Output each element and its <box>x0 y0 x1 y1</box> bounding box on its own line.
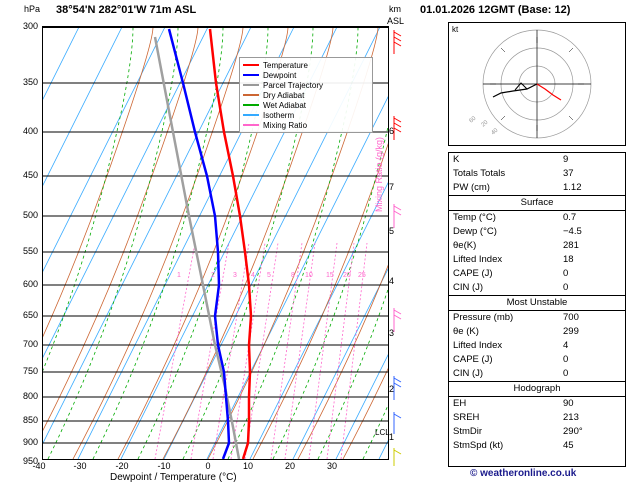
legend-label: Temperature <box>263 60 308 70</box>
y-tick-750: 750 <box>22 366 38 376</box>
param-value: 281 <box>563 240 579 251</box>
svg-text:25: 25 <box>358 272 366 279</box>
hodograph-unit-label: kt <box>452 25 459 34</box>
chart-legend <box>239 57 373 133</box>
km-unit-label: km <box>389 4 401 14</box>
svg-text:5: 5 <box>267 272 271 279</box>
legend-label: Dry Adiabat <box>263 90 305 100</box>
y-tick-850: 850 <box>22 415 38 425</box>
param-name: CIN (J) <box>453 282 484 293</box>
skewt-plot-area <box>42 26 389 460</box>
param-value: 213 <box>563 412 579 423</box>
svg-text:10: 10 <box>305 272 313 279</box>
table-row <box>449 353 625 367</box>
param-name: PW (cm) <box>453 182 490 193</box>
km-tick-2: 2 <box>389 384 395 394</box>
legend-swatch-icon <box>243 124 259 126</box>
table-row <box>449 181 625 196</box>
copyright-credit[interactable]: © weatheronline.co.uk <box>470 468 577 479</box>
legend-swatch-icon <box>243 94 259 96</box>
section-title: Surface <box>449 196 625 211</box>
km-tick-4: 4 <box>389 276 395 286</box>
legend-item-wet-adiabat <box>243 100 369 110</box>
param-value: 299 <box>563 326 579 337</box>
param-value: 37 <box>563 168 574 179</box>
param-value: 0 <box>563 368 569 379</box>
param-value: −4.5 <box>563 226 582 237</box>
x-tick-20: 20 <box>284 461 295 471</box>
svg-text:15: 15 <box>326 272 334 279</box>
table-row <box>449 239 625 253</box>
legend-swatch-icon <box>243 64 259 66</box>
param-value: 0 <box>563 268 569 279</box>
legend-item-mixing-ratio <box>243 120 369 130</box>
legend-swatch-icon <box>243 84 259 86</box>
y-tick-950: 950 <box>22 456 38 466</box>
section-title: Most Unstable <box>449 296 625 311</box>
param-name: StmDir <box>453 426 483 437</box>
param-name: Totals Totals <box>453 168 506 179</box>
legend-swatch-icon <box>243 74 259 76</box>
y-tick-800: 800 <box>22 391 38 401</box>
param-name: Temp (°C) <box>453 212 496 223</box>
legend-label: Isotherm <box>263 110 295 120</box>
y-tick-600: 600 <box>22 279 38 289</box>
asl-label: ASL <box>387 16 405 26</box>
pressure-unit-label: hPa <box>24 4 41 14</box>
x-tick--40: -40 <box>32 461 46 471</box>
param-value: 90 <box>563 398 574 409</box>
x-tick-0: 0 <box>205 461 211 471</box>
legend-label: Wet Adiabat <box>263 100 306 110</box>
mixing-ratio-axis-label: Mixing Ratio (g/kg) <box>374 136 384 212</box>
param-name: EH <box>453 398 467 409</box>
y-tick-650: 650 <box>22 310 38 320</box>
param-name: Lifted Index <box>453 254 503 265</box>
table-row <box>449 367 625 382</box>
legend-label: Dewpoint <box>263 70 297 80</box>
table-row <box>449 397 625 412</box>
param-name: K <box>453 154 460 165</box>
y-tick-700: 700 <box>22 339 38 349</box>
svg-text:1: 1 <box>177 272 181 279</box>
param-value: 18 <box>563 254 574 265</box>
lcl-label: LCL <box>375 428 390 437</box>
km-tick-3: 3 <box>389 328 395 338</box>
table-row <box>449 325 625 339</box>
legend-item-parcel <box>243 80 369 90</box>
param-name: CIN (J) <box>453 368 484 379</box>
legend-swatch-icon <box>243 104 259 106</box>
table-row <box>449 411 625 425</box>
table-row <box>449 211 625 226</box>
svg-text:2: 2 <box>211 272 215 279</box>
param-value: 0 <box>563 354 569 365</box>
legend-item-temperature <box>243 60 369 70</box>
param-value: 4 <box>563 340 569 351</box>
param-value: 0.7 <box>563 212 577 223</box>
section-header-hodograph <box>449 382 625 397</box>
x-tick-10: 10 <box>242 461 253 471</box>
y-tick-300: 300 <box>22 21 38 31</box>
y-tick-550: 550 <box>22 246 38 256</box>
table-row <box>449 425 625 439</box>
param-name: Lifted Index <box>453 340 503 351</box>
parameters-table <box>448 152 626 467</box>
param-name: θe(K) <box>453 240 477 251</box>
km-tick-7: 7 <box>389 182 395 192</box>
station-title: 38°54'N 282°01'W 71m ASL <box>56 4 197 16</box>
param-value: 1.12 <box>563 182 582 193</box>
section-title: Hodograph <box>449 382 625 397</box>
legend-item-dry-adiabat <box>243 90 369 100</box>
x-tick--20: -20 <box>115 461 129 471</box>
x-tick--30: -30 <box>73 461 87 471</box>
table-row <box>449 167 625 181</box>
table-row <box>449 311 625 326</box>
y-tick-350: 350 <box>22 77 38 87</box>
x-tick-30: 30 <box>326 461 337 471</box>
svg-text:40: 40 <box>490 127 500 137</box>
table-row <box>449 153 625 167</box>
forecast-datetime: 01.01.2026 12GMT (Base: 12) <box>420 4 571 16</box>
table-row <box>449 253 625 267</box>
param-value: 290° <box>563 426 583 437</box>
x-tick--10: -10 <box>157 461 171 471</box>
table-row <box>449 281 625 296</box>
table-row <box>449 439 625 453</box>
param-name: CAPE (J) <box>453 268 493 279</box>
table-row <box>449 225 625 239</box>
section-header-surface <box>449 196 625 211</box>
svg-text:20: 20 <box>343 272 351 279</box>
wind-barbs <box>379 8 409 468</box>
svg-text:20: 20 <box>480 119 490 129</box>
param-name: CAPE (J) <box>453 354 493 365</box>
param-name: Dewp (°C) <box>453 226 497 237</box>
x-axis-title: Dewpoint / Temperature (°C) <box>110 472 237 483</box>
y-tick-900: 900 <box>22 437 38 447</box>
legend-item-dewpoint <box>243 70 369 80</box>
y-tick-500: 500 <box>22 210 38 220</box>
info-panel <box>416 0 629 486</box>
svg-text:8: 8 <box>291 272 295 279</box>
table-row <box>449 339 625 353</box>
hodograph[interactable] <box>448 22 626 146</box>
param-name: Pressure (mb) <box>453 312 514 323</box>
param-value: 700 <box>563 312 579 323</box>
legend-item-isotherm <box>243 110 369 120</box>
y-tick-400: 400 <box>22 126 38 136</box>
svg-text:60: 60 <box>468 115 478 125</box>
legend-swatch-icon <box>243 114 259 116</box>
param-value: 9 <box>563 154 569 165</box>
table-row <box>449 267 625 281</box>
param-name: StmSpd (kt) <box>453 440 504 451</box>
param-name: θe (K) <box>453 326 479 337</box>
legend-label: Parcel Trajectory <box>263 80 324 90</box>
param-name: SREH <box>453 412 480 423</box>
km-tick-6: 6 <box>389 126 395 136</box>
km-tick-1: 1 <box>389 432 395 442</box>
svg-text:4: 4 <box>251 272 255 279</box>
param-value: 0 <box>563 282 569 293</box>
param-value: 45 <box>563 440 574 451</box>
y-tick-450: 450 <box>22 170 38 180</box>
svg-text:3: 3 <box>233 272 237 279</box>
section-header-most-unstable <box>449 296 625 311</box>
legend-label: Mixing Ratio <box>263 120 308 130</box>
km-tick-5: 5 <box>389 226 395 236</box>
